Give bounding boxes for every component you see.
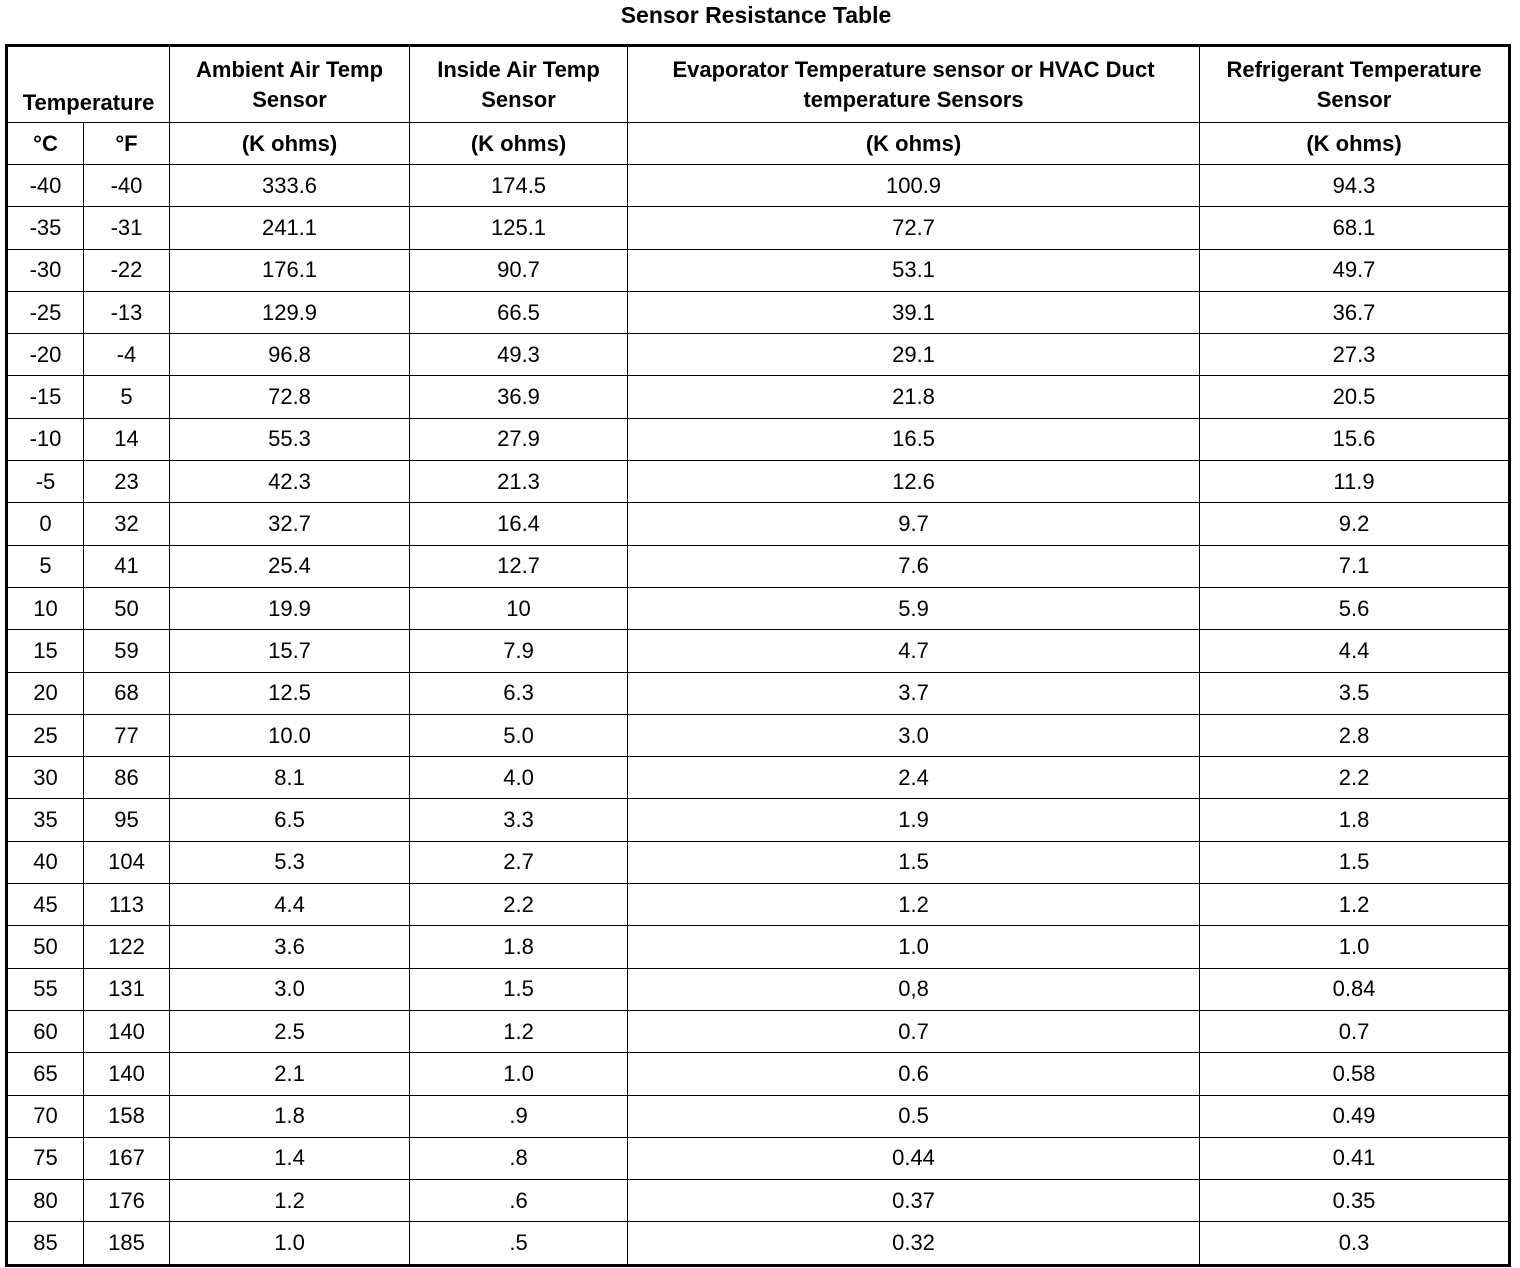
table-title: Sensor Resistance Table [620, 2, 892, 28]
refrigerant-cell: 1.8 [1200, 799, 1510, 841]
refrigerant-cell: 1.5 [1200, 841, 1510, 883]
table-row [7, 672, 1510, 714]
celsius-cell: 55 [7, 968, 84, 1010]
evaporator-cell: 9.7 [628, 503, 1200, 545]
table-row [7, 207, 1510, 249]
inside-air-temp-header: Inside Air Temp Sensor [410, 46, 628, 123]
evaporator-cell: 0,8 [628, 968, 1200, 1010]
inside-cell: 125.1 [410, 207, 628, 249]
inside-cell: 6.3 [410, 672, 628, 714]
header-row [7, 46, 1510, 123]
units-row [7, 123, 1510, 165]
inside-cell: 27.9 [410, 418, 628, 460]
table-row [7, 1180, 1510, 1222]
celsius-cell: 65 [7, 1053, 84, 1095]
evaporator-cell: 1.9 [628, 799, 1200, 841]
evaporator-cell: 5.9 [628, 587, 1200, 629]
refrigerant-cell: 7.1 [1200, 545, 1510, 587]
fahrenheit-cell: 59 [84, 630, 170, 672]
celsius-cell: 0 [7, 503, 84, 545]
fahrenheit-cell: 50 [84, 587, 170, 629]
inside-cell: 12.7 [410, 545, 628, 587]
refrigerant-cell: 3.5 [1200, 672, 1510, 714]
inside-cell: 3.3 [410, 799, 628, 841]
table-body [7, 165, 1510, 1266]
fahrenheit-cell: 77 [84, 714, 170, 756]
ambient-cell: 3.0 [170, 968, 410, 1010]
refrigerant-cell: 0.58 [1200, 1053, 1510, 1095]
table-row [7, 418, 1510, 460]
table-row [7, 1222, 1510, 1265]
evaporator-cell: 3.0 [628, 714, 1200, 756]
refrigerant-cell: 4.4 [1200, 630, 1510, 672]
fahrenheit-cell: -4 [84, 334, 170, 376]
refrigerant-cell: 0.41 [1200, 1137, 1510, 1179]
celsius-cell: 50 [7, 926, 84, 968]
evaporator-cell: 2.4 [628, 757, 1200, 799]
evaporator-cell: 1.5 [628, 841, 1200, 883]
evaporator-temp-header: Evaporator Temperature sensor or HVAC Duct temperature Sensors [628, 46, 1200, 123]
celsius-cell: -30 [7, 249, 84, 291]
table-row [7, 461, 1510, 503]
refrigerant-cell: 94.3 [1200, 165, 1510, 207]
fahrenheit-cell: 131 [84, 968, 170, 1010]
fahrenheit-cell: 68 [84, 672, 170, 714]
evaporator-cell: 21.8 [628, 376, 1200, 418]
inside-cell: 1.8 [410, 926, 628, 968]
evaporator-cell: 3.7 [628, 672, 1200, 714]
inside-cell: 66.5 [410, 291, 628, 333]
refrigerant-cell: 15.6 [1200, 418, 1510, 460]
fahrenheit-cell: 140 [84, 1053, 170, 1095]
ambient-air-temp-header: Ambient Air Temp Sensor [170, 46, 410, 123]
refrigerant-cell: 1.0 [1200, 926, 1510, 968]
fahrenheit-cell: -31 [84, 207, 170, 249]
evaporator-cell: 0.7 [628, 1010, 1200, 1052]
refrigerant-cell: 2.2 [1200, 757, 1510, 799]
ambient-cell: 241.1 [170, 207, 410, 249]
celsius-cell: 40 [7, 841, 84, 883]
celsius-cell: -20 [7, 334, 84, 376]
ambient-cell: 2.5 [170, 1010, 410, 1052]
ambient-cell: 1.4 [170, 1137, 410, 1179]
evaporator-cell: 0.6 [628, 1053, 1200, 1095]
evaporator-cell: 72.7 [628, 207, 1200, 249]
evaporator-cell: 7.6 [628, 545, 1200, 587]
table-row [7, 1095, 1510, 1137]
ambient-cell: 42.3 [170, 461, 410, 503]
fahrenheit-unit: °F [84, 123, 170, 165]
refrigerant-cell: 20.5 [1200, 376, 1510, 418]
table-row [7, 714, 1510, 756]
inside-cell: .9 [410, 1095, 628, 1137]
fahrenheit-cell: 41 [84, 545, 170, 587]
table-row [7, 334, 1510, 376]
ambient-cell: 10.0 [170, 714, 410, 756]
temperature-header: Temperature [7, 46, 170, 123]
table-row [7, 545, 1510, 587]
table-row [7, 291, 1510, 333]
inside-cell: 174.5 [410, 165, 628, 207]
fahrenheit-cell: -13 [84, 291, 170, 333]
inside-cell: 1.2 [410, 1010, 628, 1052]
refrigerant-cell: 0.84 [1200, 968, 1510, 1010]
table-row [7, 1010, 1510, 1052]
refrigerant-temp-header: Refrigerant Temperature Sensor [1200, 46, 1510, 123]
evaporator-cell: 53.1 [628, 249, 1200, 291]
celsius-cell: 25 [7, 714, 84, 756]
celsius-cell: -25 [7, 291, 84, 333]
refrigerant-cell: 49.7 [1200, 249, 1510, 291]
inside-cell: 5.0 [410, 714, 628, 756]
refrigerant-cell: 1.2 [1200, 884, 1510, 926]
inside-cell: 21.3 [410, 461, 628, 503]
refrigerant-cell: 0.7 [1200, 1010, 1510, 1052]
sensor-resistance-table [5, 44, 1511, 1267]
fahrenheit-cell: 140 [84, 1010, 170, 1052]
inside-cell: 4.0 [410, 757, 628, 799]
evaporator-cell: 100.9 [628, 165, 1200, 207]
evaporator-cell: 0.37 [628, 1180, 1200, 1222]
inside-cell: 36.9 [410, 376, 628, 418]
inside-cell: 2.2 [410, 884, 628, 926]
evaporator-cell: 1.2 [628, 884, 1200, 926]
inside-cell: .5 [410, 1222, 628, 1265]
ambient-cell: 1.2 [170, 1180, 410, 1222]
fahrenheit-cell: 122 [84, 926, 170, 968]
inside-cell: 49.3 [410, 334, 628, 376]
refrigerant-cell: 0.3 [1200, 1222, 1510, 1265]
ambient-cell: 176.1 [170, 249, 410, 291]
refrigerant-cell: 11.9 [1200, 461, 1510, 503]
ambient-cell: 2.1 [170, 1053, 410, 1095]
celsius-cell: 15 [7, 630, 84, 672]
ambient-cell: 55.3 [170, 418, 410, 460]
celsius-cell: -5 [7, 461, 84, 503]
celsius-cell: 5 [7, 545, 84, 587]
fahrenheit-cell: 113 [84, 884, 170, 926]
table-row [7, 1137, 1510, 1179]
celsius-cell: 80 [7, 1180, 84, 1222]
refrigerant-cell: 27.3 [1200, 334, 1510, 376]
celsius-cell: -10 [7, 418, 84, 460]
celsius-cell: 35 [7, 799, 84, 841]
evaporator-unit: (K ohms) [628, 123, 1200, 165]
fahrenheit-cell: 104 [84, 841, 170, 883]
table-row [7, 376, 1510, 418]
inside-cell: 2.7 [410, 841, 628, 883]
ambient-unit: (K ohms) [170, 123, 410, 165]
refrigerant-cell: 68.1 [1200, 207, 1510, 249]
ambient-cell: 1.0 [170, 1222, 410, 1265]
celsius-cell: -35 [7, 207, 84, 249]
celsius-cell: 70 [7, 1095, 84, 1137]
inside-cell: 1.5 [410, 968, 628, 1010]
ambient-cell: 3.6 [170, 926, 410, 968]
refrigerant-cell: 9.2 [1200, 503, 1510, 545]
inside-cell: .6 [410, 1180, 628, 1222]
ambient-cell: 72.8 [170, 376, 410, 418]
inside-cell: 1.0 [410, 1053, 628, 1095]
celsius-unit: °C [7, 123, 84, 165]
celsius-cell: 10 [7, 587, 84, 629]
ambient-cell: 333.6 [170, 165, 410, 207]
table-row [7, 884, 1510, 926]
fahrenheit-cell: 185 [84, 1222, 170, 1265]
fahrenheit-cell: 23 [84, 461, 170, 503]
ambient-cell: 1.8 [170, 1095, 410, 1137]
evaporator-cell: 0.32 [628, 1222, 1200, 1265]
evaporator-cell: 0.5 [628, 1095, 1200, 1137]
evaporator-cell: 1.0 [628, 926, 1200, 968]
table-row [7, 249, 1510, 291]
table-row [7, 968, 1510, 1010]
refrigerant-cell: 5.6 [1200, 587, 1510, 629]
ambient-cell: 25.4 [170, 545, 410, 587]
fahrenheit-cell: -40 [84, 165, 170, 207]
ambient-cell: 96.8 [170, 334, 410, 376]
fahrenheit-cell: 95 [84, 799, 170, 841]
fahrenheit-cell: -22 [84, 249, 170, 291]
fahrenheit-cell: 86 [84, 757, 170, 799]
evaporator-cell: 39.1 [628, 291, 1200, 333]
table-row [7, 757, 1510, 799]
celsius-cell: -15 [7, 376, 84, 418]
table-row [7, 926, 1510, 968]
fahrenheit-cell: 14 [84, 418, 170, 460]
refrigerant-unit: (K ohms) [1200, 123, 1510, 165]
inside-unit: (K ohms) [410, 123, 628, 165]
celsius-cell: 30 [7, 757, 84, 799]
table-row [7, 587, 1510, 629]
evaporator-cell: 29.1 [628, 334, 1200, 376]
inside-cell: 7.9 [410, 630, 628, 672]
table-row [7, 165, 1510, 207]
refrigerant-cell: 0.35 [1200, 1180, 1510, 1222]
ambient-cell: 32.7 [170, 503, 410, 545]
table-row [7, 503, 1510, 545]
celsius-cell: -40 [7, 165, 84, 207]
table-row [7, 799, 1510, 841]
ambient-cell: 5.3 [170, 841, 410, 883]
fahrenheit-cell: 167 [84, 1137, 170, 1179]
celsius-cell: 45 [7, 884, 84, 926]
ambient-cell: 15.7 [170, 630, 410, 672]
ambient-cell: 4.4 [170, 884, 410, 926]
table-row [7, 1053, 1510, 1095]
inside-cell: .8 [410, 1137, 628, 1179]
ambient-cell: 6.5 [170, 799, 410, 841]
celsius-cell: 60 [7, 1010, 84, 1052]
evaporator-cell: 0.44 [628, 1137, 1200, 1179]
evaporator-cell: 12.6 [628, 461, 1200, 503]
evaporator-cell: 4.7 [628, 630, 1200, 672]
inside-cell: 90.7 [410, 249, 628, 291]
celsius-cell: 20 [7, 672, 84, 714]
table-row [7, 841, 1510, 883]
evaporator-cell: 16.5 [628, 418, 1200, 460]
ambient-cell: 19.9 [170, 587, 410, 629]
refrigerant-cell: 2.8 [1200, 714, 1510, 756]
fahrenheit-cell: 32 [84, 503, 170, 545]
fahrenheit-cell: 176 [84, 1180, 170, 1222]
inside-cell: 10 [410, 587, 628, 629]
fahrenheit-cell: 158 [84, 1095, 170, 1137]
inside-cell: 16.4 [410, 503, 628, 545]
ambient-cell: 12.5 [170, 672, 410, 714]
refrigerant-cell: 36.7 [1200, 291, 1510, 333]
celsius-cell: 85 [7, 1222, 84, 1265]
fahrenheit-cell: 5 [84, 376, 170, 418]
ambient-cell: 8.1 [170, 757, 410, 799]
table-row [7, 630, 1510, 672]
refrigerant-cell: 0.49 [1200, 1095, 1510, 1137]
celsius-cell: 75 [7, 1137, 84, 1179]
ambient-cell: 129.9 [170, 291, 410, 333]
